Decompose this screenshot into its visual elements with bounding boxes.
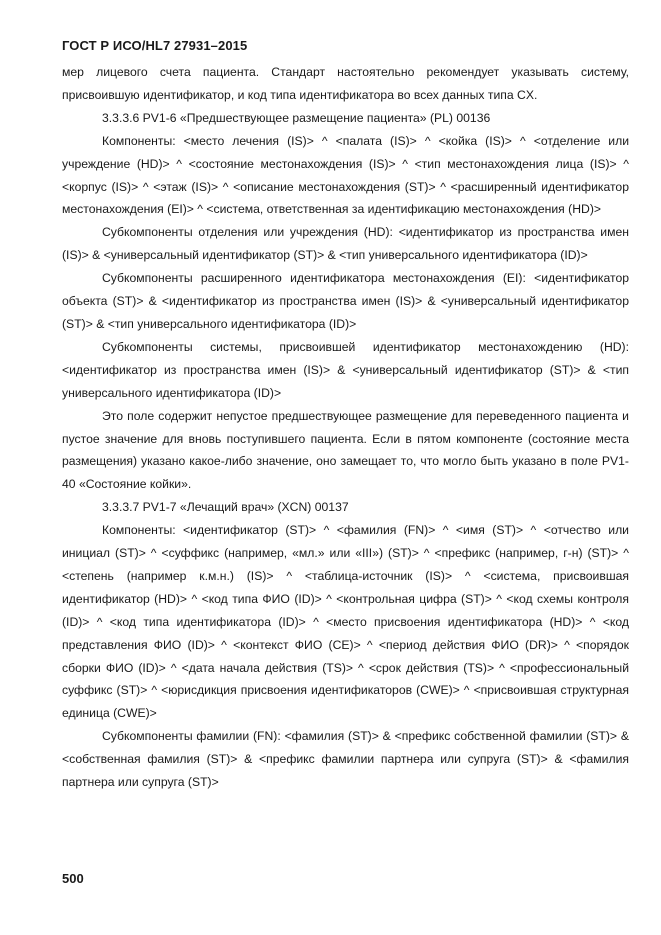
paragraph: Субкомпоненты расширенного идентификатора местонахождения (EI): <идентификатор объекта (ST)> & <идентификатор из пространства имен (IS)> & <универсальный идентификатор (ST)> & <тип универсального идентификатора (ID)>	[62, 271, 629, 331]
paragraph: Субкомпоненты системы, присвоившей идентификатор местонахождению (HD): <идентификатор из пространства имен (IS)> & <универсальный идентификатор (ST)> & <тип универсального идентификатора (ID)>	[62, 339, 629, 400]
document-header: ГОСТ Р ИСО/HL7 27931–2015	[62, 38, 248, 53]
section-heading-3-3-3-7: 3.3.3.7 PV1-7 «Лечащий врач» (XCN) 00137	[102, 500, 349, 515]
paragraph: Компоненты: <идентификатор (ST)> ^ <фамилия (FN)> ^ <имя (ST)> ^ <отчество или инициал (ST)> ^ <суффикс (например, «мл.» или «III») (ST)> ^ <префикс (например, г-н) (ST)> ^ <степень (например к.м.н.) (IS)> ^ <таблица-источник (IS)> ^ <система, присвоившая идентификатор (HD)> ^ <код типа ФИО (ID)> ^ <контрольная цифра (ST)> ^ <код схемы контроля (ID)> ^ <код типа идентификатора (ID)> ^ <место присвоения идентификатора (HD)> ^ <код представления ФИО (ID)> ^ <контекст ФИО (CE)> ^ <период действия ФИО (DR)> ^ <порядок сборки ФИО (ID)> ^ <дата начала действия (TS)> ^ <срок действия (TS)> ^ <профессиональный суффикс (ST)> ^ <юрисдикция присвоения идентификаторов (CWE)> ^ <присвоившая структурная единица (CWE)>	[62, 523, 630, 721]
page-number: 500	[62, 871, 84, 886]
document-body	[62, 61, 629, 794]
paragraph: Субкомпоненты отделения или учреждения (HD): <идентификатор из пространства имен (IS)> & <универсальный идентификатор (ST)> & <тип универсального идентификатора (ID)>	[62, 225, 629, 263]
section-heading-3-3-3-6: 3.3.3.6 PV1-6 «Предшествующее размещение пациента» (PL) 00136	[102, 110, 491, 125]
paragraph: Субкомпоненты фамилии (FN): <фамилия (ST)> & <префикс собственной фамилии (ST)> & <собственная фамилия (ST)> & <префикс фамилии партнера или супруга (ST)> & <фамилия партнера или супруга (ST)>	[62, 729, 629, 790]
paragraph-continuation: мер лицевого счета пациента. Стандарт настоятельно рекомендует указывать систему, присвоившую идентификатор, и код типа идентификатора во всех данных типа CX.	[62, 65, 629, 102]
paragraph: Это поле содержит непустое предшествующее размещение для переведенного пациента и пустое значение для вновь поступившего пациента. Если в пятом компоненте (состояние места размещения) указано какое-либо значение, оно замещает то, что могло быть указано в поле PV1-40 «Состояние койки».	[62, 408, 629, 492]
paragraph: Компоненты: <место лечения (IS)> ^ <палата (IS)> ^ <койка (IS)> ^ <отделение или учреждение (HD)> ^ <состояние местонахождения (IS)> ^ <тип местонахождения лица (IS)> ^ <корпус (IS)> ^ <этаж (IS)> ^ <описание местонахождения (ST)> ^ <расширенный идентификатор местонахождения (EI)> ^ <система, ответственная за идентификацию местонахождения (HD)>	[62, 133, 629, 217]
